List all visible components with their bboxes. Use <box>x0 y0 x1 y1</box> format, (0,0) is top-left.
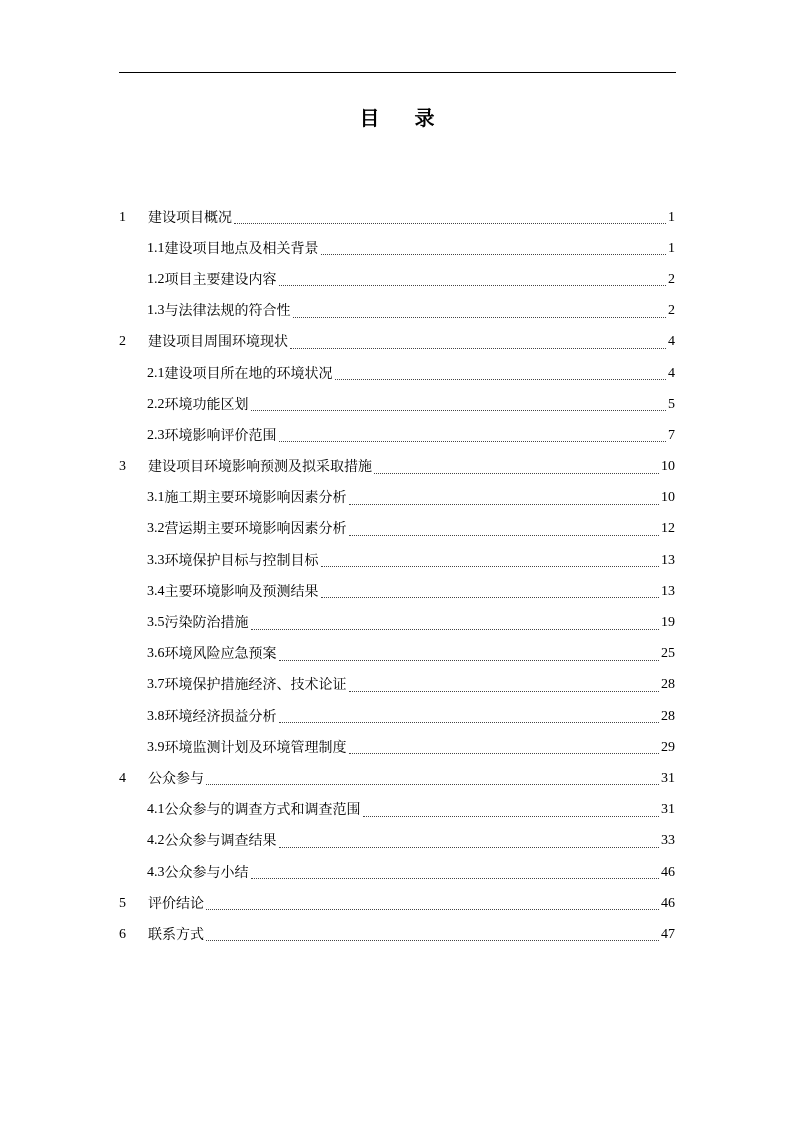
toc-entry-title: 建设项目所在地的环境状况 <box>164 365 333 382</box>
toc-entry-title: 环境保护措施经济、技术论证 <box>164 677 347 694</box>
toc-page-number: 29 <box>661 739 675 755</box>
toc-section-entry[interactable] <box>119 607 675 638</box>
toc-entry-title: 公众参与的调查方式和调查范围 <box>164 802 361 819</box>
toc-entry-title: 公众参与 <box>148 770 204 787</box>
toc-page-number: 28 <box>661 677 675 693</box>
toc-page-number: 1 <box>668 209 675 225</box>
toc-chapter-entry[interactable] <box>119 452 675 483</box>
toc-section-entry[interactable] <box>119 795 675 826</box>
toc-section-entry[interactable] <box>119 358 675 389</box>
toc-dot-leader <box>349 753 660 754</box>
toc-entry-title: 公众参与小结 <box>164 864 249 881</box>
toc-dot-leader <box>349 691 660 692</box>
toc-entry-title: 联系方式 <box>148 926 204 943</box>
toc-entry-title: 评价结论 <box>148 895 204 912</box>
toc-page-number: 4 <box>668 334 675 350</box>
toc-entry-title: 环境风险应急预案 <box>164 646 277 663</box>
toc-section-entry[interactable] <box>119 732 675 763</box>
toc-chapter-entry[interactable] <box>119 202 675 233</box>
toc-page-number: 2 <box>668 303 675 319</box>
toc-entry-title: 与法律法规的符合性 <box>164 303 291 320</box>
toc-dot-leader <box>206 940 659 941</box>
toc-section-entry[interactable] <box>119 701 675 732</box>
toc-section-number: 2.2 <box>147 396 165 412</box>
toc-entry-title: 环境功能区划 <box>164 396 249 413</box>
toc-dot-leader <box>206 909 659 910</box>
toc-dot-leader <box>290 348 666 349</box>
toc-page-number: 2 <box>668 271 675 287</box>
toc-entry-title: 环境经济损益分析 <box>164 708 277 725</box>
toc-page-number: 46 <box>661 895 675 911</box>
toc-section-entry[interactable] <box>119 576 675 607</box>
toc-dot-leader <box>234 223 666 224</box>
toc-section-number: 4.2 <box>147 833 165 849</box>
toc-section-entry[interactable] <box>119 483 675 514</box>
toc-section-entry[interactable] <box>119 514 675 545</box>
toc-chapter-number: 1 <box>119 209 126 225</box>
toc-entry-title: 环境影响评价范围 <box>164 427 277 444</box>
toc-page-number: 4 <box>668 365 675 381</box>
toc-dot-leader <box>279 722 660 723</box>
toc-entry-title: 主要环境影响及预测结果 <box>164 583 319 600</box>
toc-page-number: 7 <box>668 427 675 443</box>
toc-dot-leader <box>251 410 667 411</box>
toc-section-number: 3.9 <box>147 739 165 755</box>
toc-section-number: 4.1 <box>147 802 165 818</box>
toc-chapter-entry[interactable] <box>119 919 675 950</box>
toc-section-number: 3.2 <box>147 521 165 537</box>
toc-dot-leader <box>279 441 667 442</box>
toc-chapter-number: 3 <box>119 459 126 475</box>
toc-dot-leader <box>335 379 667 380</box>
toc-page-number: 47 <box>661 926 675 942</box>
toc-page-number: 19 <box>661 615 675 631</box>
toc-section-number: 1.2 <box>147 271 165 287</box>
toc-chapter-number: 2 <box>119 334 126 350</box>
toc-dot-leader <box>321 566 660 567</box>
toc-section-entry[interactable] <box>119 420 675 451</box>
toc-dot-leader <box>206 784 659 785</box>
toc-page-number: 46 <box>661 864 675 880</box>
toc-section-entry[interactable] <box>119 826 675 857</box>
toc-section-number: 1.3 <box>147 303 165 319</box>
toc-dot-leader <box>279 847 660 848</box>
toc-page-number: 5 <box>668 396 675 412</box>
toc-section-entry[interactable] <box>119 545 675 576</box>
toc-page-number: 12 <box>661 521 675 537</box>
toc-entry-title: 施工期主要环境影响因素分析 <box>164 490 347 507</box>
toc-section-number: 3.5 <box>147 615 165 631</box>
toc-section-entry[interactable] <box>119 857 675 888</box>
toc-section-entry[interactable] <box>119 670 675 701</box>
toc-entry-title: 环境保护目标与控制目标 <box>164 552 319 569</box>
toc-chapter-number: 6 <box>119 926 126 942</box>
toc-dot-leader <box>349 504 660 505</box>
toc-page-number: 10 <box>661 459 675 475</box>
toc-section-number: 4.3 <box>147 864 165 880</box>
toc-page-number: 10 <box>661 490 675 506</box>
toc-page-number: 25 <box>661 646 675 662</box>
toc-dot-leader <box>321 254 667 255</box>
toc-dot-leader <box>349 535 660 536</box>
toc-chapter-number: 4 <box>119 770 126 786</box>
toc-section-entry[interactable] <box>119 233 675 264</box>
page-title: 目 录 <box>359 106 449 130</box>
toc-chapter-entry[interactable] <box>119 888 675 919</box>
toc-section-entry[interactable] <box>119 389 675 420</box>
toc-section-number: 3.6 <box>147 646 165 662</box>
toc-section-number: 3.8 <box>147 708 165 724</box>
toc-dot-leader <box>363 816 660 817</box>
toc-chapter-entry[interactable] <box>119 763 675 794</box>
toc-section-number: 2.1 <box>147 365 165 381</box>
table-of-contents <box>119 202 675 951</box>
toc-dot-leader <box>293 317 667 318</box>
toc-entry-title: 建设项目环境影响预测及拟采取措施 <box>148 459 372 476</box>
toc-dot-leader <box>251 629 660 630</box>
toc-page-number: 33 <box>661 833 675 849</box>
toc-section-number: 3.7 <box>147 677 165 693</box>
toc-entry-title: 项目主要建设内容 <box>164 271 277 288</box>
toc-page-number: 13 <box>661 583 675 599</box>
toc-dot-leader <box>374 473 659 474</box>
toc-section-number: 3.4 <box>147 583 165 599</box>
toc-chapter-number: 5 <box>119 895 126 911</box>
toc-section-entry[interactable] <box>119 639 675 670</box>
toc-entry-title: 公众参与调查结果 <box>164 833 277 850</box>
toc-page-number: 31 <box>661 770 675 786</box>
toc-chapter-entry[interactable] <box>119 327 675 358</box>
toc-entry-title: 建设项目概况 <box>148 209 232 226</box>
toc-section-entry[interactable] <box>119 264 675 295</box>
toc-entry-title: 污染防治措施 <box>164 615 249 632</box>
toc-entry-title: 营运期主要环境影响因素分析 <box>164 521 347 538</box>
toc-dot-leader <box>279 285 667 286</box>
toc-section-number: 1.1 <box>147 240 165 256</box>
toc-page-number: 28 <box>661 708 675 724</box>
toc-section-number: 3.1 <box>147 490 165 506</box>
toc-page-number: 1 <box>668 240 675 256</box>
toc-page-number: 13 <box>661 552 675 568</box>
toc-section-number: 3.3 <box>147 552 165 568</box>
header-rule <box>119 72 676 73</box>
toc-entry-title: 建设项目周围环境现状 <box>148 334 288 351</box>
toc-dot-leader <box>251 878 660 879</box>
toc-entry-title: 环境监测计划及环境管理制度 <box>164 739 347 756</box>
toc-entry-title: 建设项目地点及相关背景 <box>164 240 319 257</box>
toc-page-number: 31 <box>661 802 675 818</box>
toc-dot-leader <box>279 660 660 661</box>
toc-section-number: 2.3 <box>147 427 165 443</box>
toc-section-entry[interactable] <box>119 296 675 327</box>
toc-dot-leader <box>321 597 660 598</box>
